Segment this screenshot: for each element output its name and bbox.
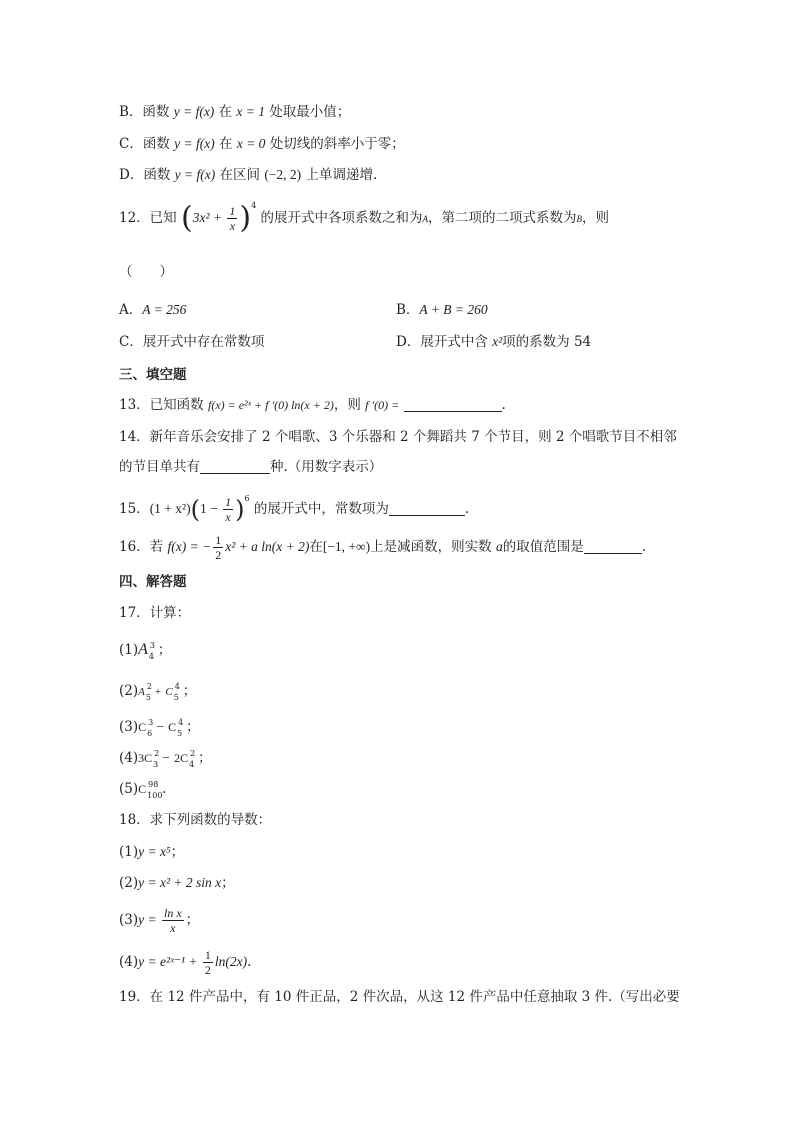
question-15: 15．(1 + x²)(1 − $\frac{1}{x}$ )$^6$ 的展开式中，常数项为 . [119,494,470,524]
question-13: 13．已知函数 f(x) = e²ˣ + f ′(0) ln(x + 2)，则 f ′(0) = . [119,397,506,413]
fraction: $\frac{1}{x}$ [225,495,232,524]
option-c: C．函数 y = f(x) 在 x = 0 处切线的斜率小于零； [119,136,405,152]
q12-option-b: B．A + B = 260 [396,302,488,318]
question-17: 17．计算： [119,605,191,621]
section-heading-fill-in: 三、填空题 [119,367,187,383]
q17-item-4: (4)3C 2 3 − 2C 2 4 ； [119,749,212,769]
q12-option-c: C．展开式中存在常数项 [119,334,265,350]
q18-item-1: (1)y = x⁵； [119,844,185,860]
question-14-line-1: 14．新年音乐会安排了 2 个唱歌、3 个乐器和 2 个舞蹈共 7 个节目，则 2 个唱歌节目不相邻 [119,429,677,445]
q12-option-d: D．展开式中含 x²项的系数为 54 [396,334,592,350]
question-14-line-2: 的节目单共有 种.（用数字表示） [119,459,383,475]
answer-blank[interactable] [389,501,465,516]
answer-blank[interactable] [404,397,502,412]
q17-item-1: (1)A 3 4 ； [119,641,172,661]
option-d: D．函数 y = f(x) 在区间 (−2, 2) 上单调递增. [119,167,378,183]
q17-item-3: (3)C 3 6 − C 4 5 ； [119,718,200,738]
q17-item-5: (5)C 98 100 . [119,780,167,800]
q17-item-2: (2)A 2 5 + C 4 5 ； [119,682,197,702]
question-19: 19．在 12 件产品中，有 10 件正品，2 件次品，从这 12 件产品中任意抽取 3 件.（写出必要 [119,989,680,1005]
question-12-answer-paren: （ ） [119,264,173,280]
q18-item-3: (3)y = $\frac{\text{ln x}}{x}$ ； [119,906,200,935]
fraction: $\frac{\text{ln x}}{x}$ [163,906,182,935]
answer-blank[interactable] [200,459,270,474]
fraction: $\frac{1}{2}$ [204,948,211,977]
q18-item-2: (2)y = x² + 2 sin x； [119,875,235,891]
section-heading-solutions: 四、解答题 [119,574,187,590]
q12-option-a: A．A = 256 [119,302,187,318]
question-12: 12．已知 (3x² + $\frac{1}{x}$ )$^4$ 的展开式中各项系数之和为A，第二项的二项式系数为B，则 [119,200,609,236]
fraction: $\frac{1}{2}$ [215,533,222,562]
question-18: 18．求下列函数的导数： [119,812,272,828]
answer-blank[interactable] [584,539,642,554]
option-b: B．函数 y = f(x) 在 x = 1 处取最小值； [119,104,351,120]
fraction: $\frac{1}{x}$ [229,204,236,233]
q18-item-4: (4)y = e²ˣ⁻¹ + $\frac{1}{2}$ ln(2x). [119,948,252,977]
question-16: 16．若 f(x) = − $\frac{1}{2}$ x² + a ln(x + 2)在[−1, +∞)上是减函数，则实数 a的取值范围是 . [119,533,647,562]
